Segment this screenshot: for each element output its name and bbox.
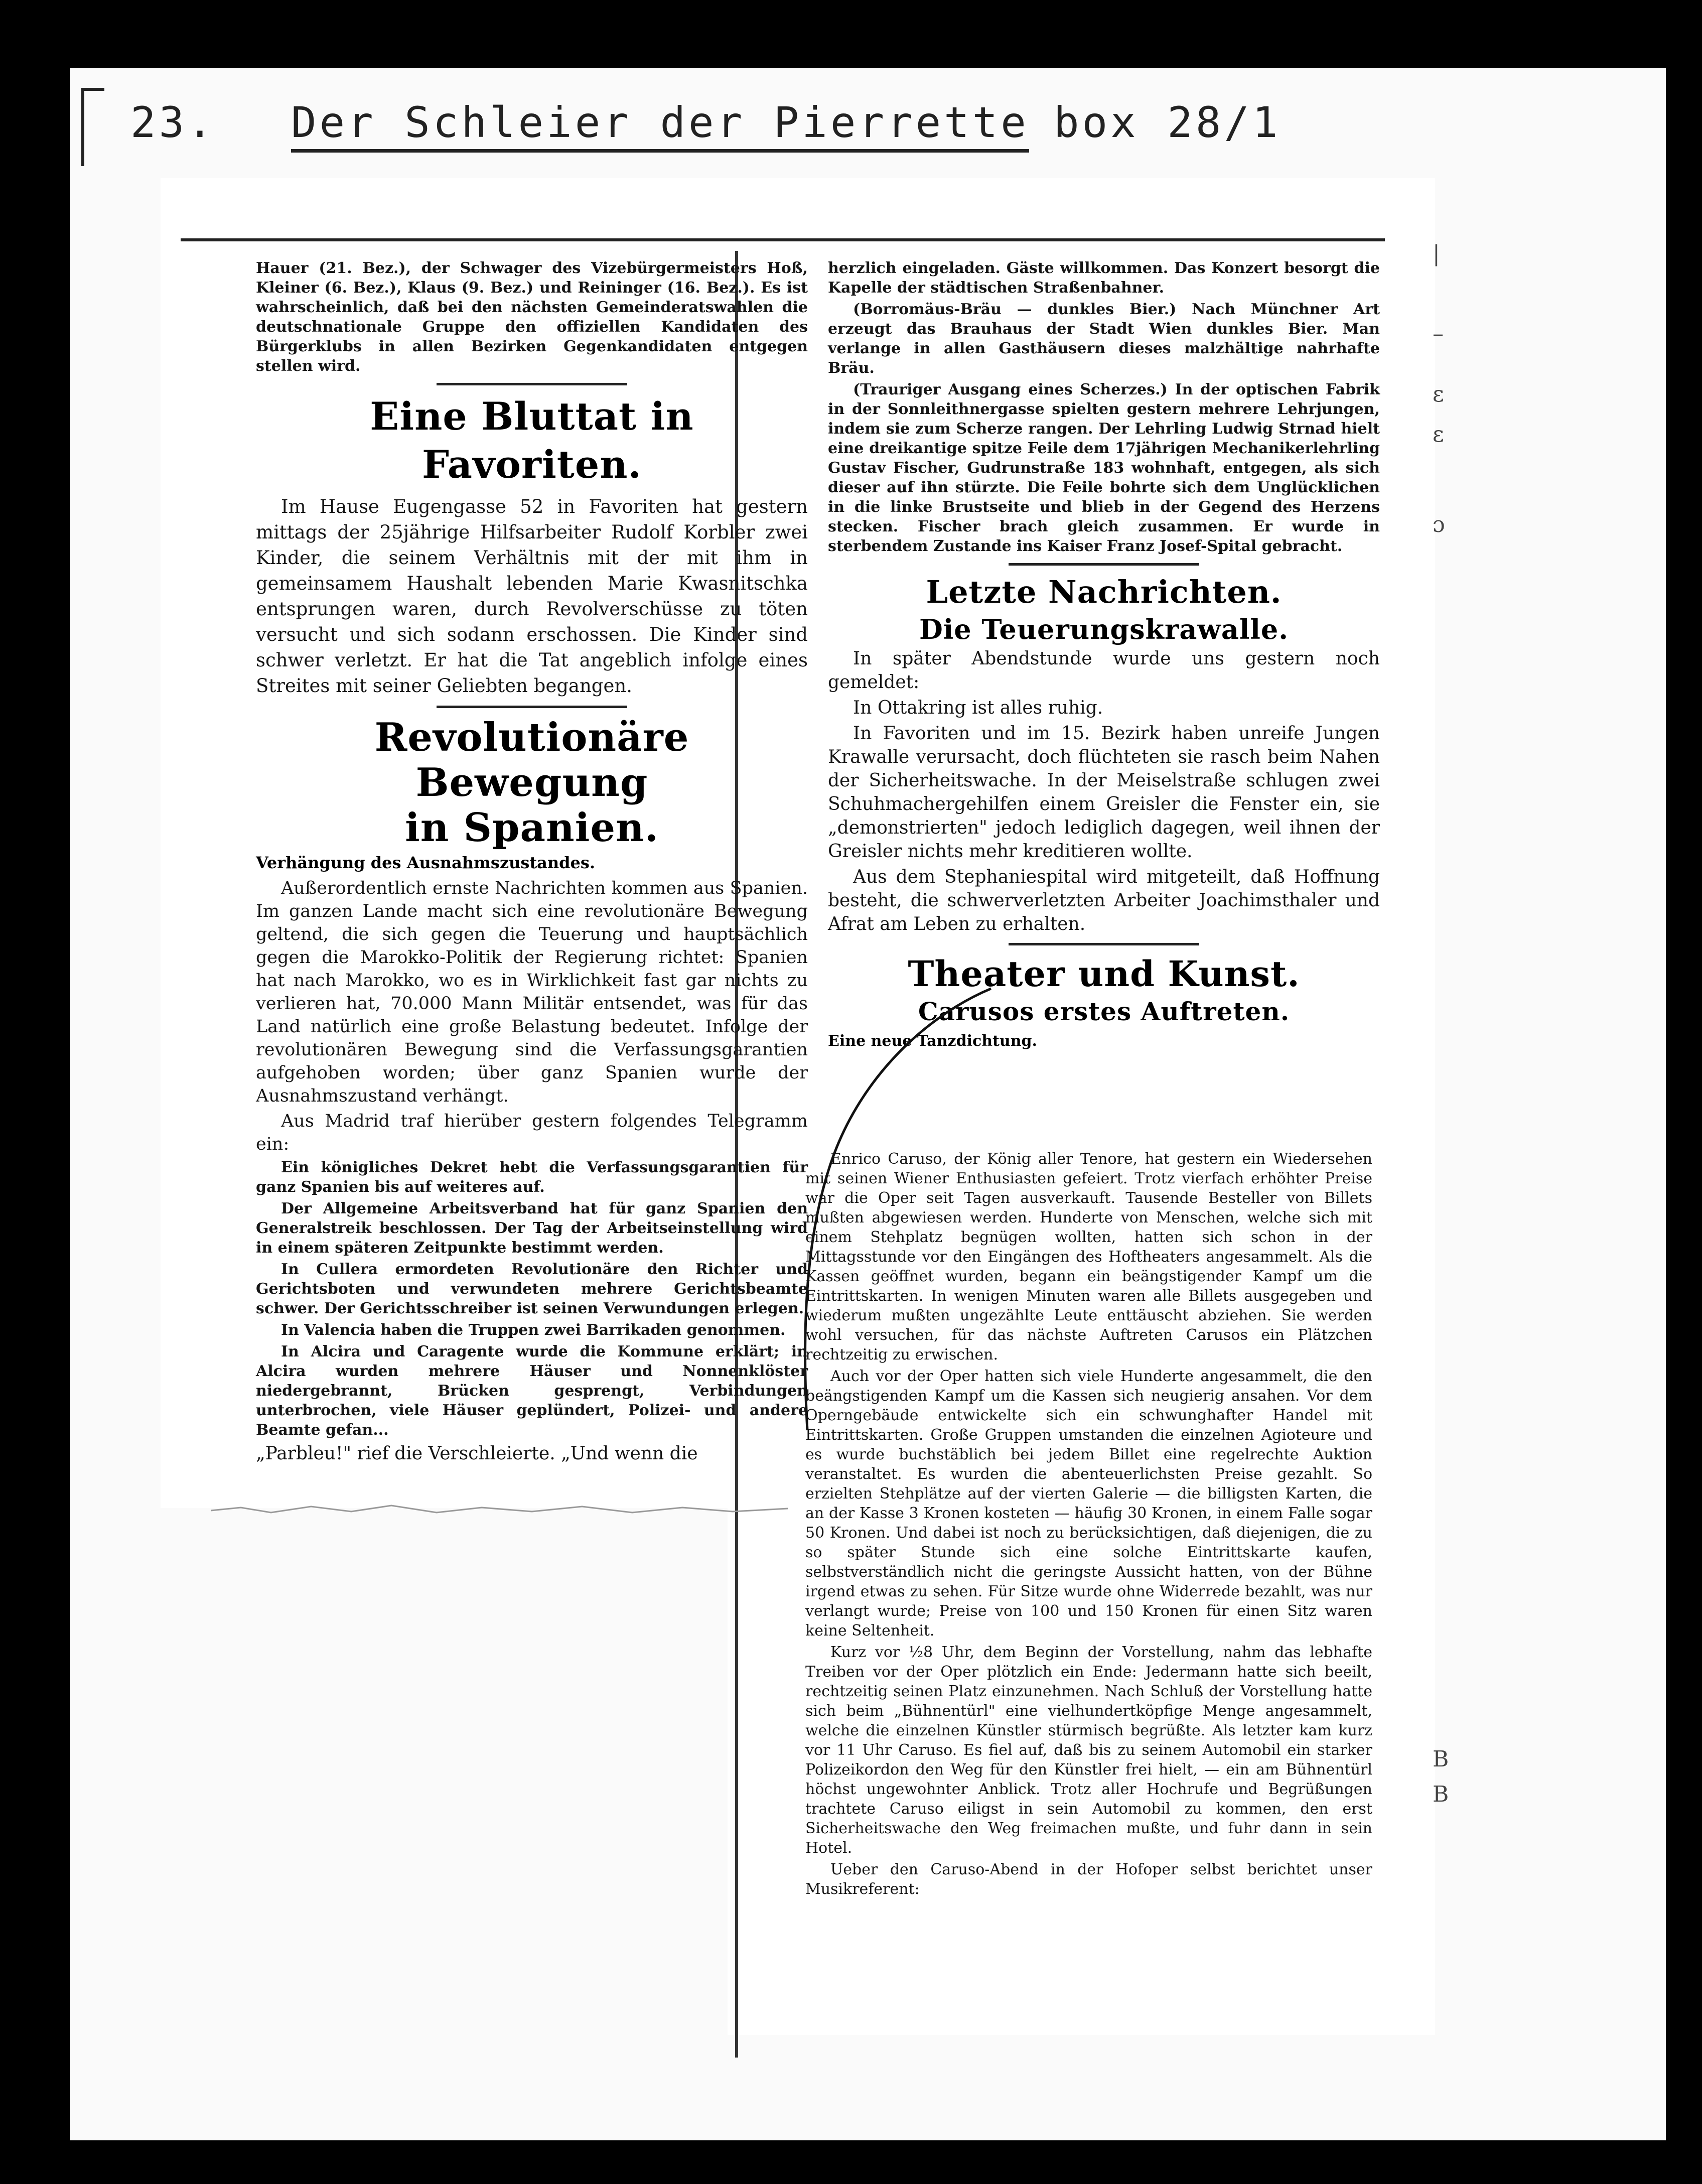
header-title: Der Schleier der Pierrette (291, 98, 1029, 153)
beer-paragraph: (Borromäus-Bräu — dunkles Bier.) Nach Münchner Art erzeugt das Brauhaus der Stadt Wien dunkles Bier. Man verlange in allen Gasthäusern dieses malzhältige nahrhafte Bräu. (828, 301, 1380, 377)
pen-mark (800, 984, 1001, 1435)
telegram-5: In Alcira und Caragente wurde die Kommune erklärt; in Alcira wurden mehrere Häuser und Nonnenklöster niedergebrannt, Brücken gesprengt, Verbindungen unterbrochen, viele Häuser geplündert, Polizei- und andere Beamte gefan... (256, 1343, 808, 1439)
left-column (256, 258, 808, 1468)
rule (437, 383, 627, 385)
riots-hospital: Aus dem Stephaniespital wird mitgeteilt, daß Hoffnung besteht, die schwerverletzten Arbeiter Joachimsthaler und Afrat am Leben zu erhalten. (828, 867, 1380, 934)
corner-mark (81, 88, 104, 166)
fragment-line: „Parbleu!" rief die Verschleierte. „Und wenn die (256, 1443, 698, 1464)
edge-marks: | – ɛ ɛ ɔ B B (1433, 241, 1449, 1807)
riots-ottakring: In Ottakring ist alles ruhig. (853, 698, 1103, 718)
subheadline-revolution: Verhängung des Ausnahmszustandes. (256, 853, 596, 872)
concert-paragraph: herzlich eingeladen. Gäste willkommen. Das Konzert besorgt die Kapelle der städtischen Straßenbahner. (828, 259, 1380, 297)
subheadline-caruso: Carusos erstes Auftreten. (918, 997, 1290, 1026)
subheadline-dance: Eine neue Tanzdichtung. (828, 1032, 1037, 1050)
headline-theatre: Theater und Kunst. (908, 953, 1300, 995)
telegram-4: In Valencia haben die Truppen zwei Barrikaden genommen. (281, 1321, 786, 1339)
rule (1009, 943, 1199, 945)
tear-edge (211, 1500, 788, 1521)
intro-paragraph: Hauer (21. Bez.), der Schwager des Vizebürgermeisters Hoß, Kleiner (6. Bez.), Klaus (9. Bez.) und Reininger (16. Bez.). Es ist wahrscheinlich, daß bei den nächsten Gemeinderatswahlen die deutschnationale Gruppe den offiziellen Kandidaten des Bürgerklubs in allen Bezirken Gegenkandidaten entgegen stellen wird. (256, 259, 808, 375)
riots-intro: In später Abendstunde wurde uns gestern noch gemeldet: (828, 648, 1380, 693)
joke-paragraph: (Trauriger Ausgang eines Scherzes.) In der optischen Fabrik in der Sonnleithnergasse spielten gestern mehrere Lehrjungen, indem sie zum Scherze rangen. Der Lehrling Ludwig Strnad hielt eine dreikantige spitze Feile dem 17jährigen Mechanikerlehrling Gustav Fischer, Gudrunstraße 183 wohnhaft, entgegen, als sich dieser auf ihn stürzte. Die Feile bohrte sich dem Unglücklichen in die linke Brustseite und blieb in der Gegend des Herzens stecken. Fischer brach gleich zusammen. Er wurde in sterbendem Zustande ins Kaiser Franz Josef-Spital gebracht. (828, 381, 1380, 555)
riots-favoriten: In Favoriten und im 15. Bezirk haben unreife Jungen Krawalle verursacht, doch flüchteten sie rasch beim Nahen der Sicherheitswache. In der Meiselstraße schlugen zwei Schuhmachergehilfen einem Greisler die Fenster ein, sie „demonstrierten" jedoch lediglich dagegen, weil ihnen der Greisler nichts mehr kreditieren wollte. (828, 723, 1380, 862)
article-spain-telegram-intro: Aus Madrid traf hierüber gestern folgendes Telegramm ein: (256, 1111, 808, 1154)
right-column (828, 258, 1380, 1057)
header-number: 23. (130, 98, 216, 147)
headline-bluttat: Eine Bluttat in Favoriten. (370, 394, 694, 487)
subheadline-price-riots: Die Teuerungskrawalle. (919, 613, 1289, 645)
caruso-paragraph-3: Kurz vor ½8 Uhr, dem Beginn der Vorstellung, nahm das lebhafte Treiben vor der Oper plötzlich ein Ende: Jedermann hatte sich beeilt, rechtzeitig seinen Platz einzunehmen. Nach Schluß der Vorstellung hatte sich beim „Bühnentürl" eine vielhundertköpfige Menge angesammelt, welche die einzelnen Künstler stürmisch begrüßte. Als letzter kam kurz vor 11 Uhr Caruso. Es fiel auf, daß bis zu seinem Automobil ein starker Polizeikordon den Weg für den Künstler frei hielt, — ein am Bühnentürl höchst ungewohnter Anblick. Trotz aller Hochrufe und Begrüßungen trachtete Caruso eiligst in sein Automobil zu kommen, den erst Sicherheitswache den Weg freimachen mußte, und fuhr dann in sein Hotel. (805, 1644, 1372, 1857)
telegram-3: In Cullera ermordeten Revolutionäre den Richter und Gerichtsboten und verwundeten mehrere Gerichtsbeamte schwer. Der Gerichtsschreiber ist seinen Verwundungen erlegen. (256, 1261, 808, 1317)
top-rule (181, 238, 1385, 241)
rule (1009, 563, 1199, 566)
caruso-paragraph-1: Enrico Caruso, der König aller Tenore, hat gestern ein Wiedersehen mit seinen Wiener Enthusiasten gefeiert. Trotz vierfach erhöhter Preise war die Oper seit Tagen ausverkauft. Tausende Besteller von Billets mußten abgewiesen werden. Hunderte von Menschen, welche sich mit einem Stehplatz begnügen wollten, hatten sich schon in der Mittagsstunde vor den Eingängen des Hoftheaters angesammelt. Als die Kassen geöffnet wurden, begann ein beängstigender Kampf um die Eintrittskarten. In wenigen Minuten waren alle Billets ausgegeben und wiederum mußten ungezählte Leute enttäuscht abziehen. Sie werden wohl versuchen, für das nächste Auftreten Carusos ein Plätzchen rechtzeitig zu erwischen. (805, 1150, 1372, 1363)
headline-revolution-line1: Revolutionäre Bewegung (374, 715, 689, 805)
headline-latest-news: Letzte Nachrichten. (926, 574, 1282, 610)
headline-revolution-line2: in Spanien. (405, 805, 659, 851)
caruso-paragraph-4: Ueber den Caruso-Abend in der Hofoper selbst berichtet unser Musikreferent: (805, 1861, 1372, 1898)
archive-header (130, 88, 1485, 158)
article-bluttat: Im Hause Eugengasse 52 in Favoriten hat gestern mittags der 25jährige Hilfsarbeiter Rudolf Korbler zwei Kinder, die seinem Verhältnis mit der mit ihm in gemeinsamem Haushalt lebenden Marie Kwasnitschka entsprungen waren, durch Revolverschüsse zu töten versucht und sich sodann erschossen. Die Kinder sind schwer verletzt. Er hat die Tat angeblich infolge eines Streites mit seiner Geliebten begangen. (256, 496, 808, 697)
rule (437, 706, 627, 708)
telegram-2: Der Allgemeine Arbeitsverband hat für ganz Spanien den Generalstreik beschlossen. Der Tag der Arbeitseinstellung wird in einem späteren Zeitpunkte bestimmt werden. (256, 1200, 808, 1257)
caruso-paragraph-2: Auch vor der Oper hatten sich viele Hunderte angesammelt, die den beängstigenden Kampf um die Kassen sich neugierig ansahen. Vor dem Operngebäude entwickelte sich ein schwunghafter Handel mit Eintrittskarten. Große Gruppen umstanden die einzelnen Agioteure und es wurde buchstäblich bei jedem Billet eine regelrechte Auktion veranstaltet. Es wurden die abenteuerlichsten Preise gezahlt. So erzielten Stehplätze auf der vierten Galerie — die billigsten Karten, die an der Kasse 3 Kronen kosteten — häufig 30 Kronen, in einem Falle sogar 50 Kronen. Und dabei ist noch zu berücksichtigen, daß diejenigen, die zu so später Stunde sich eine solche Eintrittskarte kaufen, selbstverständlich nicht die geringste Aussicht hatten, von der Bühne irgend etwas zu sehen. Für Sitze wurde ohne Widerrede bezahlt, was nur verlangt wurde; Preise von 100 und 150 Kronen für einen Sitz waren keine Seltenheit. (805, 1368, 1372, 1640)
telegram-1: Ein königliches Dekret hebt die Verfassungsgarantien für ganz Spanien bis auf weiteres auf. (256, 1159, 808, 1196)
header-box: box 28/1 (1054, 98, 1281, 147)
article-spain: Außerordentlich ernste Nachrichten kommen aus Spanien. Im ganzen Lande macht sich eine revolutionäre Bewegung geltend, die sich gegen die Teuerung und hauptsächlich gegen die Marokko-Politik der Regierung richtet: Spanien hat nach Marokko, wo es in Wirklichkeit fast gar nichts zu verlieren hat, 70.000 Mann Militär entsendet, was für das Land natürlich eine große Belastung bedeutet. Infolge der revolutionären Bewegung sind die Verfassungsgarantien aufgehoben worden; über ganz Spanien wurde der Ausnahmszustand verhängt. (256, 878, 808, 1106)
